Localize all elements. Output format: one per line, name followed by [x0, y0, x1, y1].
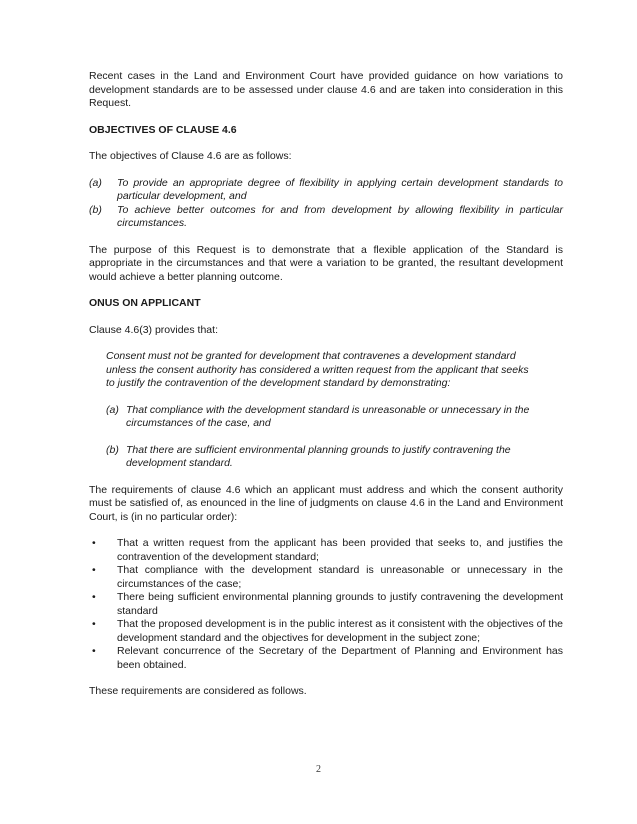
objectives-list — [89, 177, 563, 231]
objective-item — [89, 204, 563, 231]
objective-label: (b) — [89, 203, 102, 216]
requirements-list — [89, 537, 563, 672]
closing-paragraph: These requirements are considered as follows. — [89, 685, 307, 697]
heading-onus: ONUS ON APPLICANT — [89, 297, 201, 309]
heading-objectives: OBJECTIVES OF CLAUSE 4.6 — [89, 123, 237, 136]
objectives-lead: The objectives of Clause 4.6 are as follows: — [89, 150, 292, 162]
objective-text: To achieve better outcomes for and from development by allowing flexibility in particular circumstances. — [117, 203, 563, 229]
list-item-text: That compliance with the development standard is unreasonable or unnecessary in the circumstances of the case; — [117, 564, 563, 590]
objective-label: (a) — [89, 176, 102, 189]
requirements-lead: The requirements of clause 4.6 which an applicant must address and which the consent authority must be satisfied of, as enounced in the line of judgments on clause 4.6 in the Land and Environment Court, is (in no particular order): — [89, 483, 563, 523]
list-item — [89, 645, 563, 672]
list-item-text: That the proposed development is in the public interest as it consistent with the objectives of the development standard and the objectives for development in the subject zone; — [117, 618, 563, 644]
list-item-text: That a written request from the applicant has been provided that seeks to, and justifies the contravention of the development standard; — [117, 537, 563, 563]
page-number: 2 — [316, 764, 321, 775]
quote-item-label: (a) — [106, 403, 119, 416]
document-body — [89, 70, 563, 699]
list-item-text: Relevant concurrence of the Secretary of the Department of Planning and Environment has been obtained. — [117, 645, 563, 671]
list-item — [89, 618, 563, 645]
quote-item-text: That compliance with the development standard is unreasonable or unnecessary in the circumstances of the case, and — [126, 403, 530, 429]
list-item — [89, 591, 563, 618]
bullet-icon: • — [92, 591, 96, 603]
bullet-icon: • — [92, 537, 96, 549]
bullet-icon: • — [92, 564, 96, 576]
intro-paragraph: Recent cases in the Land and Environment Court have provided guidance on how variations to development standards are to be assessed under clause 4.6 and are taken into consideration in this Request. — [89, 70, 563, 109]
bullet-icon: • — [92, 618, 96, 630]
bullet-icon: • — [92, 645, 96, 657]
objective-text: To provide an appropriate degree of flexibility in applying certain development standards to particular development, and — [117, 176, 563, 202]
quote-item — [106, 444, 536, 471]
list-item-text: There being sufficient environmental planning grounds to justify contravening the development standard — [117, 591, 563, 617]
clause-lead: Clause 4.6(3) provides that: — [89, 323, 218, 336]
clause-quote: Consent must not be granted for development that contravenes a development standard unless the consent authority has considered a written request from the applicant that seeks to justify the contravention of the development standard by demonstrating: — [106, 350, 529, 389]
quote-item-text: That there are sufficient environmental planning grounds to justify contravening the development standard. — [126, 443, 511, 469]
list-item — [89, 564, 563, 591]
list-item — [89, 537, 563, 564]
objective-item — [89, 177, 563, 204]
purpose-paragraph: The purpose of this Request is to demonstrate that a flexible application of the Standard is appropriate in the circumstances and that were a variation to be granted, the resultant development would achieve a better planning outcome. — [89, 243, 563, 283]
quote-item — [106, 404, 536, 431]
quote-item-label: (b) — [106, 443, 119, 456]
